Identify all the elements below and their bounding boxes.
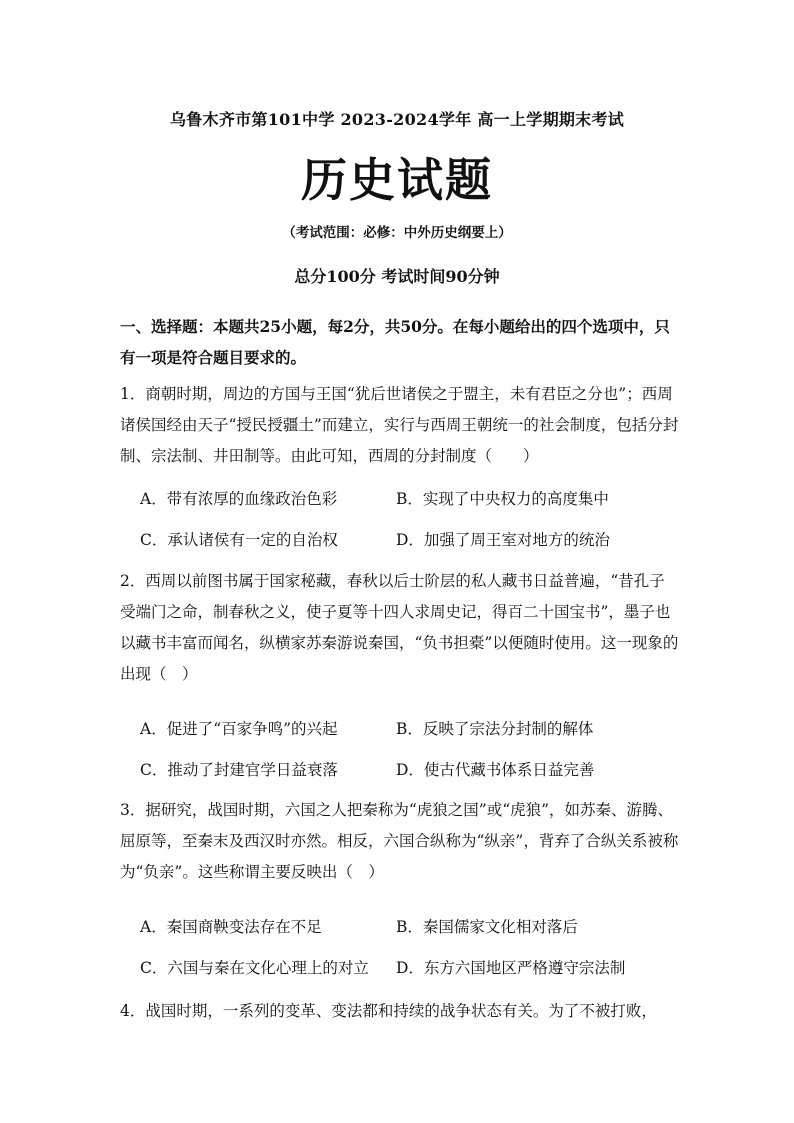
question-1-options <box>140 487 680 569</box>
option-b: B．反映了宗法分封制的解体 <box>396 720 594 738</box>
section-heading: 一、选择题：本题共25小题，每2分，共50分。在每小题给出的四个选项中，只有一项是符合题目要求的。 <box>120 317 670 367</box>
score-and-time: 总分100分 考试时间90分钟 <box>294 267 500 286</box>
question-4-stem: 4．战国时期，一系列的变革、变法都和持续的战争状态有关。为了不被打败， <box>120 1002 657 1020</box>
question-2-options <box>140 717 680 799</box>
option-c: C．承认诸侯有一定的自治权 <box>140 531 338 549</box>
option-a: A．促进了“百家争鸣”的兴起 <box>140 720 338 738</box>
option-b: B．实现了中央权力的高度集中 <box>396 490 609 508</box>
question-3-options <box>140 915 680 997</box>
option-d: D．使古代藏书体系日益完善 <box>396 761 595 779</box>
exam-scope: （考试范围：必修：中外历史纲要上） <box>282 225 512 241</box>
question-1-stem: 1．商朝时期，周边的方国与王国“犹后世诸侯之于盟主，未有君臣之分也”；西周诸侯国经由天子“授民授疆土”而建立，实行与西周王朝统一的社会制度，包括分封制、宗法制、井田制等。由此可知，西周的分封制度（ ） <box>120 385 679 465</box>
option-a: A．带有浓厚的血缘政治色彩 <box>140 490 338 508</box>
option-c: C．推动了封建官学日益衰落 <box>140 761 338 779</box>
exam-title: 历史试题 <box>301 153 493 207</box>
option-b: B．秦国儒家文化相对落后 <box>396 918 578 936</box>
question-2-stem: 2．西周以前图书属于国家秘藏，春秋以后士阶层的私人藏书日益普遍，“昔孔子受端门之命，制春秋之义，使子夏等十四人求周史记，得百二十国宝书”，墨子也以藏书丰富而闻名，纵横家苏秦游说秦国，“负书担橐”以便随时使用。这一现象的出现（ ） <box>120 572 679 683</box>
question-3-stem: 3．据研究，战国时期，六国之人把秦称为“虎狼之国”或“虎狼”，如苏秦、游腾、屈原等，至秦末及西汉时亦然。相反，六国合纵称为“纵亲”，背弃了合纵关系被称为“负亲”。这些称谓主要反映出（ ） <box>120 801 679 881</box>
option-a: A．秦国商鞅变法存在不足 <box>140 918 322 936</box>
option-d: D．东方六国地区严格遵守宗法制 <box>396 959 626 977</box>
option-d: D．加强了周王室对地方的统治 <box>396 531 610 549</box>
school-exam-line: 乌鲁木齐市第101中学 2023-2024学年 高一上学期期末考试 <box>169 110 625 129</box>
option-c: C．六国与秦在文化心理上的对立 <box>140 959 369 977</box>
